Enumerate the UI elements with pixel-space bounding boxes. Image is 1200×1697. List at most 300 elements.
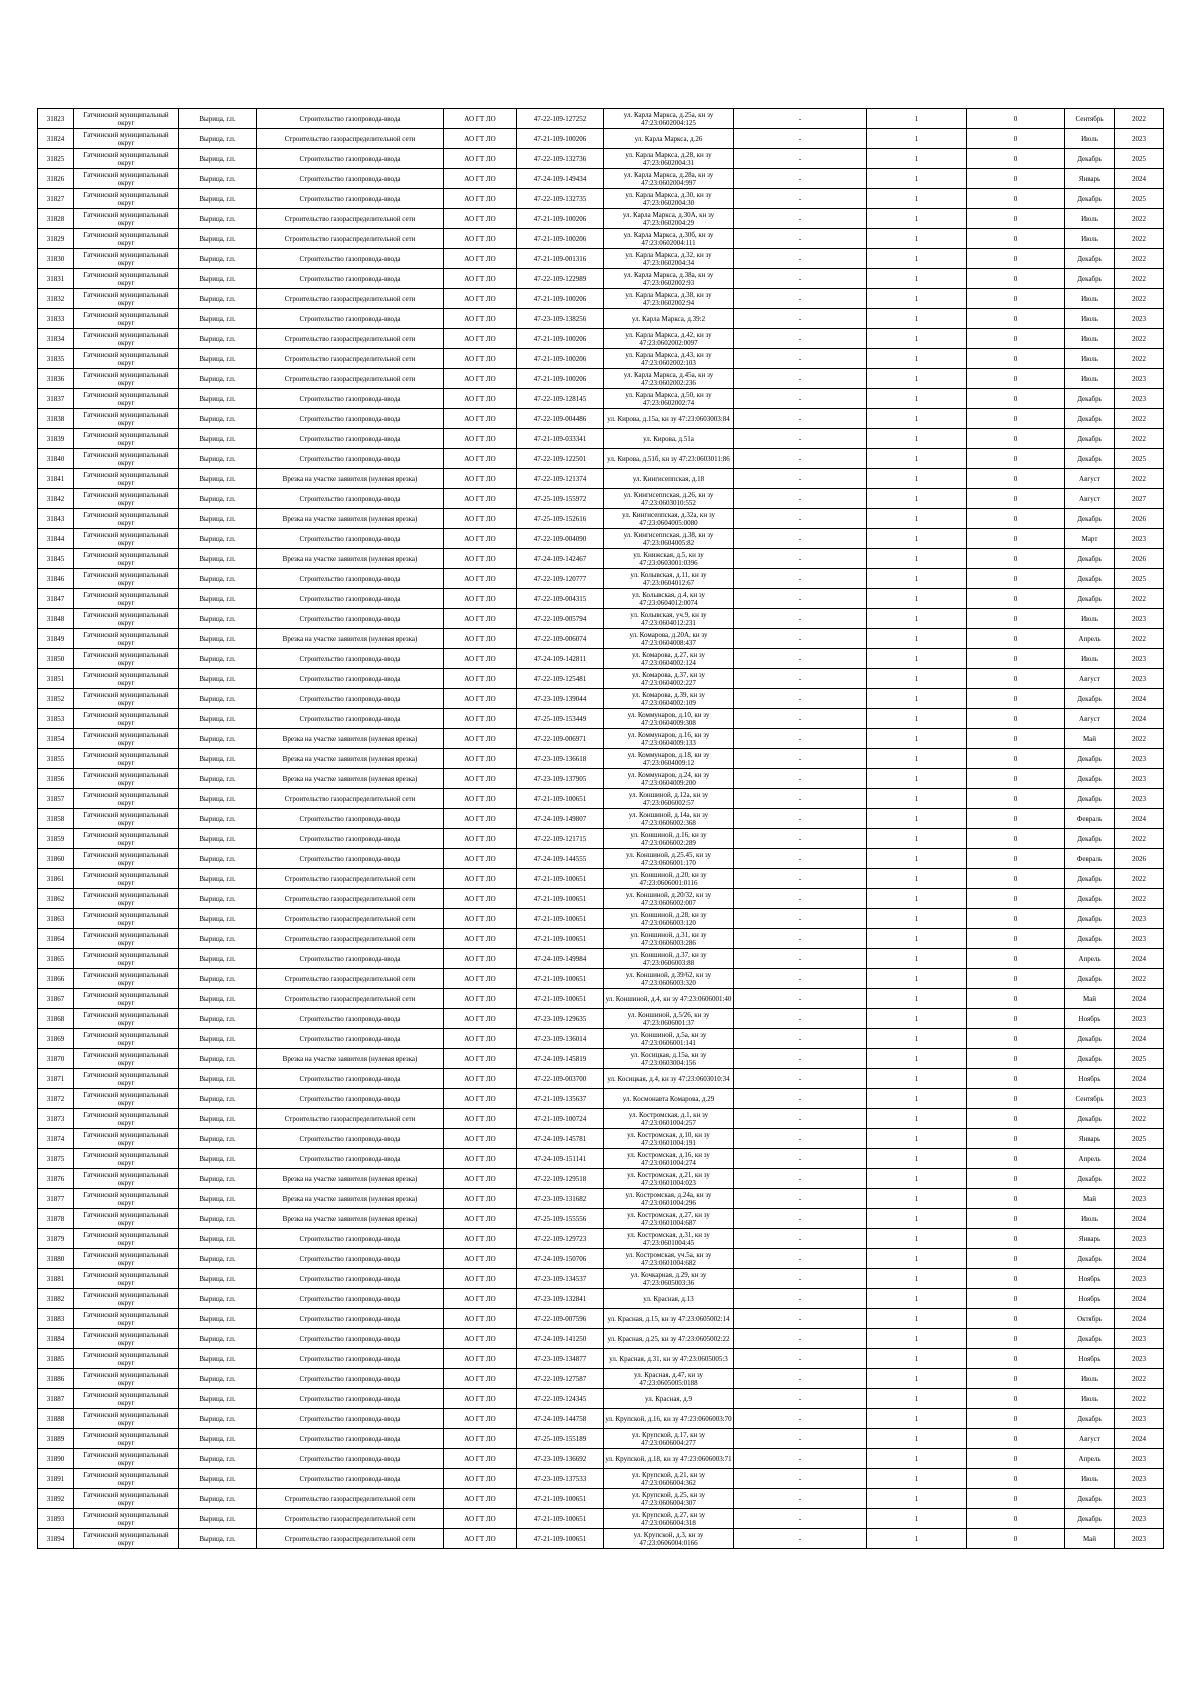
empty-value-cell: - [734,489,867,509]
empty-value-cell: - [734,1329,867,1349]
organization-cell: АО ГТ ЛО [444,1409,517,1429]
organization-cell: АО ГТ ЛО [444,729,517,749]
zero-value-cell: 0 [967,969,1065,989]
row-number-cell: 31868 [38,1009,74,1029]
object-count-cell: 1 [867,569,967,589]
empty-value-cell: - [734,109,867,129]
application-code-cell: 47-24-109-150706 [517,1249,604,1269]
empty-value-cell: - [734,509,867,529]
empty-value-cell: - [734,169,867,189]
object-count-cell: 1 [867,769,967,789]
organization-cell: АО ГТ ЛО [444,1189,517,1209]
work-type-cell: Строительство газопровода-ввода [257,269,444,289]
address-cell: ул. Коншиной, д.31, кн зу 47:23:0606003:286 [604,929,734,949]
organization-cell: АО ГТ ЛО [444,149,517,169]
completion-month-cell: Август [1065,1429,1115,1449]
organization-cell: АО ГТ ЛО [444,589,517,609]
address-cell: ул. Карла Маркса, д.30А, кн зу 47:23:0602004:29 [604,209,734,229]
completion-year-cell: 2024 [1115,1209,1164,1229]
completion-month-cell: Декабрь [1065,969,1115,989]
empty-value-cell: - [734,1189,867,1209]
table-row [38,229,1164,249]
completion-month-cell: Декабрь [1065,1049,1115,1069]
row-number-cell: 31846 [38,569,74,589]
municipal-district-cell: Гатчинский муниципальный округ [74,349,179,369]
table-row [38,509,1164,529]
object-count-cell: 1 [867,829,967,849]
settlement-cell: Вырица, г.п. [179,689,257,709]
table-row [38,1349,1164,1369]
empty-value-cell: - [734,1209,867,1229]
organization-cell: АО ГТ ЛО [444,1149,517,1169]
completion-year-cell: 2022 [1115,229,1164,249]
address-cell: ул. Карла Маркса, д.38а, кн зу 47:23:0602002:93 [604,269,734,289]
organization-cell: АО ГТ ЛО [444,229,517,249]
settlement-cell: Вырица, г.п. [179,1049,257,1069]
row-number-cell: 31849 [38,629,74,649]
completion-year-cell: 2024 [1115,169,1164,189]
row-number-cell: 31867 [38,989,74,1009]
completion-month-cell: Март [1065,529,1115,549]
row-number-cell: 31864 [38,929,74,949]
empty-value-cell: - [734,1089,867,1109]
zero-value-cell: 0 [967,1209,1065,1229]
completion-year-cell: 2024 [1115,949,1164,969]
completion-year-cell: 2023 [1115,1509,1164,1529]
organization-cell: АО ГТ ЛО [444,849,517,869]
application-code-cell: 47-24-109-151141 [517,1149,604,1169]
row-number-cell: 31888 [38,1409,74,1429]
row-number-cell: 31829 [38,229,74,249]
work-type-cell: Строительство газопровода-ввода [257,949,444,969]
object-count-cell: 1 [867,709,967,729]
work-type-cell: Строительство газопровода-ввода [257,669,444,689]
municipal-district-cell: Гатчинский муниципальный округ [74,1009,179,1029]
empty-value-cell: - [734,969,867,989]
row-number-cell: 31877 [38,1189,74,1209]
application-code-cell: 47-22-109-129518 [517,1169,604,1189]
row-number-cell: 31875 [38,1149,74,1169]
address-cell: ул. Красная, д.15, кн зу 47:23:0605002:14 [604,1309,734,1329]
completion-month-cell: Ноябрь [1065,1069,1115,1089]
zero-value-cell: 0 [967,889,1065,909]
organization-cell: АО ГТ ЛО [444,1489,517,1509]
work-type-cell: Врезка на участке заявителя (нулевая врезка) [257,729,444,749]
row-number-cell: 31825 [38,149,74,169]
empty-value-cell: - [734,889,867,909]
address-cell: ул. Комарова, д.39, кн зу 47:23:0604002:109 [604,689,734,709]
settlement-cell: Вырица, г.п. [179,1129,257,1149]
work-type-cell: Врезка на участке заявителя (нулевая врезка) [257,1189,444,1209]
row-number-cell: 31887 [38,1389,74,1409]
completion-month-cell: Декабрь [1065,589,1115,609]
address-cell: ул. Коншиной, д.20, кн зу 47:23:0606001:0116 [604,869,734,889]
completion-month-cell: Декабрь [1065,769,1115,789]
empty-value-cell: - [734,689,867,709]
table-row [38,889,1164,909]
row-number-cell: 31836 [38,369,74,389]
completion-year-cell: 2025 [1115,1129,1164,1149]
zero-value-cell: 0 [967,949,1065,969]
work-type-cell: Строительство газопровода-ввода [257,809,444,829]
completion-year-cell: 2023 [1115,1449,1164,1469]
organization-cell: АО ГТ ЛО [444,669,517,689]
table-row [38,829,1164,849]
address-cell: ул. Коншиной, д.4, кн зу 47:23:0606001:40 [604,989,734,1009]
work-type-cell: Строительство газопровода-ввода [257,309,444,329]
work-type-cell: Строительство газораспределительной сети [257,869,444,889]
municipal-district-cell: Гатчинский муниципальный округ [74,589,179,609]
zero-value-cell: 0 [967,449,1065,469]
organization-cell: АО ГТ ЛО [444,649,517,669]
application-code-cell: 47-22-109-005794 [517,609,604,629]
empty-value-cell: - [734,1029,867,1049]
table-row [38,289,1164,309]
organization-cell: АО ГТ ЛО [444,789,517,809]
settlement-cell: Вырица, г.п. [179,1089,257,1109]
completion-month-cell: Январь [1065,169,1115,189]
organization-cell: АО ГТ ЛО [444,929,517,949]
settlement-cell: Вырица, г.п. [179,1209,257,1229]
completion-month-cell: Декабрь [1065,189,1115,209]
work-type-cell: Строительство газопровода-ввода [257,449,444,469]
empty-value-cell: - [734,809,867,829]
zero-value-cell: 0 [967,269,1065,289]
completion-month-cell: Июль [1065,209,1115,229]
municipal-district-cell: Гатчинский муниципальный округ [74,129,179,149]
settlement-cell: Вырица, г.п. [179,1149,257,1169]
organization-cell: АО ГТ ЛО [444,609,517,629]
application-code-cell: 47-22-109-006074 [517,629,604,649]
municipal-district-cell: Гатчинский муниципальный округ [74,929,179,949]
completion-month-cell: Январь [1065,1229,1115,1249]
table-row [38,409,1164,429]
zero-value-cell: 0 [967,709,1065,729]
row-number-cell: 31883 [38,1309,74,1329]
empty-value-cell: - [734,909,867,929]
application-code-cell: 47-24-109-145781 [517,1129,604,1149]
zero-value-cell: 0 [967,729,1065,749]
application-code-cell: 47-21-109-100206 [517,289,604,309]
row-number-cell: 31855 [38,749,74,769]
completion-year-cell: 2024 [1115,809,1164,829]
completion-month-cell: Декабрь [1065,389,1115,409]
row-number-cell: 31845 [38,549,74,569]
application-code-cell: 47-21-109-100651 [517,1509,604,1529]
application-code-cell: 47-23-109-136692 [517,1449,604,1469]
address-cell: ул. Колывская, д.11, кн зу 47:23:0604012:67 [604,569,734,589]
organization-cell: АО ГТ ЛО [444,1069,517,1089]
object-count-cell: 1 [867,989,967,1009]
work-type-cell: Строительство газопровода-ввода [257,569,444,589]
row-number-cell: 31882 [38,1289,74,1309]
organization-cell: АО ГТ ЛО [444,1209,517,1229]
work-type-cell: Строительство газопровода-ввода [257,1249,444,1269]
application-code-cell: 47-21-109-100651 [517,909,604,929]
row-number-cell: 31859 [38,829,74,849]
table-row [38,589,1164,609]
completion-month-cell: Май [1065,729,1115,749]
address-cell: ул. Крупской, д.25, кн зу 47:23:0606004:307 [604,1489,734,1509]
empty-value-cell: - [734,1309,867,1329]
municipal-district-cell: Гатчинский муниципальный округ [74,549,179,569]
address-cell: ул. Карла Маркса, д.32, кн зу 47:23:0602004:34 [604,249,734,269]
empty-value-cell: - [734,469,867,489]
zero-value-cell: 0 [967,349,1065,369]
organization-cell: АО ГТ ЛО [444,429,517,449]
completion-year-cell: 2023 [1115,769,1164,789]
row-number-cell: 31844 [38,529,74,549]
completion-month-cell: Декабрь [1065,889,1115,909]
zero-value-cell: 0 [967,1029,1065,1049]
application-code-cell: 47-22-109-132735 [517,189,604,209]
completion-year-cell: 2023 [1115,789,1164,809]
table-row [38,1029,1164,1049]
address-cell: ул. Красная, д.47, кн зу 47:23:0605005:0188 [604,1369,734,1389]
work-type-cell: Строительство газораспределительной сети [257,289,444,309]
municipal-district-cell: Гатчинский муниципальный округ [74,269,179,289]
table-row [38,1529,1164,1549]
address-cell: ул. Коншиной, д.14а, кн зу 47:23:0606002:368 [604,809,734,829]
completion-month-cell: Июль [1065,1469,1115,1489]
object-count-cell: 1 [867,1309,967,1329]
empty-value-cell: - [734,989,867,1009]
completion-year-cell: 2024 [1115,1029,1164,1049]
application-code-cell: 47-24-109-141250 [517,1329,604,1349]
municipal-district-cell: Гатчинский муниципальный округ [74,449,179,469]
completion-month-cell: Июль [1065,1209,1115,1229]
address-cell: ул. Карла Маркса, д.45а, кн зу 47:23:0602002:236 [604,369,734,389]
completion-month-cell: Май [1065,1529,1115,1549]
application-code-cell: 47-23-109-139044 [517,689,604,709]
empty-value-cell: - [734,1349,867,1369]
completion-month-cell: Июль [1065,649,1115,669]
object-count-cell: 1 [867,429,967,449]
zero-value-cell: 0 [967,1109,1065,1129]
municipal-district-cell: Гатчинский муниципальный округ [74,1109,179,1129]
table-row [38,629,1164,649]
work-type-cell: Строительство газопровода-ввода [257,1129,444,1149]
row-number-cell: 31881 [38,1269,74,1289]
empty-value-cell: - [734,669,867,689]
address-cell: ул. Космонавта Комарова, д.29 [604,1089,734,1109]
table-row [38,1209,1164,1229]
settlement-cell: Вырица, г.п. [179,369,257,389]
completion-year-cell: 2023 [1115,1009,1164,1029]
row-number-cell: 31828 [38,209,74,229]
work-type-cell: Строительство газораспределительной сети [257,1109,444,1129]
application-code-cell: 47-22-109-124345 [517,1389,604,1409]
empty-value-cell: - [734,249,867,269]
zero-value-cell: 0 [967,1229,1065,1249]
completion-month-cell: Декабрь [1065,569,1115,589]
table-row [38,709,1164,729]
row-number-cell: 31865 [38,949,74,969]
organization-cell: АО ГТ ЛО [444,469,517,489]
address-cell: ул. Кингисеппская, д.32а, кн зу 47:23:0604005:0080 [604,509,734,529]
completion-month-cell: Июль [1065,369,1115,389]
municipal-district-cell: Гатчинский муниципальный округ [74,569,179,589]
work-type-cell: Строительство газопровода-ввода [257,169,444,189]
completion-year-cell: 2022 [1115,329,1164,349]
zero-value-cell: 0 [967,929,1065,949]
row-number-cell: 31842 [38,489,74,509]
application-code-cell: 47-22-109-125481 [517,669,604,689]
organization-cell: АО ГТ ЛО [444,1229,517,1249]
zero-value-cell: 0 [967,429,1065,449]
municipal-district-cell: Гатчинский муниципальный округ [74,229,179,249]
empty-value-cell: - [734,869,867,889]
application-code-cell: 47-23-109-136014 [517,1029,604,1049]
application-code-cell: 47-22-109-127587 [517,1369,604,1389]
work-type-cell: Строительство газопровода-ввода [257,1389,444,1409]
empty-value-cell: - [734,529,867,549]
zero-value-cell: 0 [967,1149,1065,1169]
empty-value-cell: - [734,1469,867,1489]
zero-value-cell: 0 [967,1349,1065,1369]
completion-month-cell: Декабрь [1065,149,1115,169]
address-cell: ул. Кирова, д.15а, кн зу 47:23:0603003:84 [604,409,734,429]
object-count-cell: 1 [867,1389,967,1409]
zero-value-cell: 0 [967,109,1065,129]
completion-year-cell: 2023 [1115,309,1164,329]
row-number-cell: 31871 [38,1069,74,1089]
settlement-cell: Вырица, г.п. [179,349,257,369]
empty-value-cell: - [734,1069,867,1089]
settlement-cell: Вырица, г.п. [179,1389,257,1409]
completion-month-cell: Декабрь [1065,1109,1115,1129]
gasification-register-table [37,108,1164,1549]
municipal-district-cell: Гатчинский муниципальный округ [74,849,179,869]
municipal-district-cell: Гатчинский муниципальный округ [74,629,179,649]
municipal-district-cell: Гатчинский муниципальный округ [74,1129,179,1149]
municipal-district-cell: Гатчинский муниципальный округ [74,529,179,549]
zero-value-cell: 0 [967,1529,1065,1549]
table-row [38,849,1164,869]
address-cell: ул. Колывская, д.4, кн зу 47:23:0604012:0074 [604,589,734,609]
organization-cell: АО ГТ ЛО [444,529,517,549]
address-cell: ул. Карла Маркса, д.39:2 [604,309,734,329]
organization-cell: АО ГТ ЛО [444,989,517,1009]
table-row [38,469,1164,489]
zero-value-cell: 0 [967,469,1065,489]
row-number-cell: 31884 [38,1329,74,1349]
object-count-cell: 1 [867,629,967,649]
zero-value-cell: 0 [967,649,1065,669]
work-type-cell: Строительство газораспределительной сети [257,909,444,929]
object-count-cell: 1 [867,1369,967,1389]
organization-cell: АО ГТ ЛО [444,1089,517,1109]
completion-year-cell: 2024 [1115,1069,1164,1089]
row-number-cell: 31863 [38,909,74,929]
empty-value-cell: - [734,1269,867,1289]
completion-year-cell: 2023 [1115,369,1164,389]
completion-year-cell: 2022 [1115,109,1164,129]
table-row [38,1409,1164,1429]
municipal-district-cell: Гатчинский муниципальный округ [74,1069,179,1089]
municipal-district-cell: Гатчинский муниципальный округ [74,949,179,969]
zero-value-cell: 0 [967,1509,1065,1529]
settlement-cell: Вырица, г.п. [179,829,257,849]
object-count-cell: 1 [867,1409,967,1429]
empty-value-cell: - [734,1049,867,1069]
completion-month-cell: Февраль [1065,849,1115,869]
municipal-district-cell: Гатчинский муниципальный округ [74,1049,179,1069]
address-cell: ул. Костромская, д.24а, кн зу 47:23:0601004:296 [604,1189,734,1209]
empty-value-cell: - [734,289,867,309]
completion-month-cell: Декабрь [1065,929,1115,949]
address-cell: ул. Красная, д.31, кн зу 47:23:0605005:3 [604,1349,734,1369]
address-cell: ул. Карла Маркса, д.30, кн зу 47:23:0602004:30 [604,189,734,209]
table-row [38,569,1164,589]
work-type-cell: Строительство газораспределительной сети [257,789,444,809]
table-row [38,1289,1164,1309]
row-number-cell: 31870 [38,1049,74,1069]
zero-value-cell: 0 [967,229,1065,249]
completion-month-cell: Июль [1065,1369,1115,1389]
object-count-cell: 1 [867,809,967,829]
zero-value-cell: 0 [967,809,1065,829]
row-number-cell: 31892 [38,1489,74,1509]
object-count-cell: 1 [867,1029,967,1049]
work-type-cell: Строительство газопровода-ввода [257,609,444,629]
address-cell: ул. Кингисеппская, д.18 [604,469,734,489]
municipal-district-cell: Гатчинский муниципальный округ [74,1369,179,1389]
row-number-cell: 31866 [38,969,74,989]
table-row [38,1149,1164,1169]
table-row [38,1089,1164,1109]
completion-year-cell: 2023 [1115,1189,1164,1209]
work-type-cell: Строительство газораспределительной сети [257,369,444,389]
object-count-cell: 1 [867,849,967,869]
completion-year-cell: 2023 [1115,1269,1164,1289]
empty-value-cell: - [734,649,867,669]
row-number-cell: 31826 [38,169,74,189]
object-count-cell: 1 [867,549,967,569]
row-number-cell: 31840 [38,449,74,469]
completion-month-cell: Декабрь [1065,869,1115,889]
zero-value-cell: 0 [967,609,1065,629]
application-code-cell: 47-22-109-004486 [517,409,604,429]
object-count-cell: 1 [867,129,967,149]
empty-value-cell: - [734,129,867,149]
empty-value-cell: - [734,229,867,249]
completion-month-cell: Октябрь [1065,1309,1115,1329]
row-number-cell: 31878 [38,1209,74,1229]
table-row [38,769,1164,789]
completion-year-cell: 2025 [1115,449,1164,469]
application-code-cell: 47-21-109-100651 [517,1489,604,1509]
work-type-cell: Строительство газопровода-ввода [257,1069,444,1089]
completion-month-cell: Декабрь [1065,789,1115,809]
application-code-cell: 47-24-109-149434 [517,169,604,189]
organization-cell: АО ГТ ЛО [444,389,517,409]
settlement-cell: Вырица, г.п. [179,1229,257,1249]
address-cell: ул. Кирова, д.51а [604,429,734,449]
completion-month-cell: Май [1065,989,1115,1009]
completion-month-cell: Июль [1065,329,1115,349]
completion-month-cell: Сентябрь [1065,109,1115,129]
empty-value-cell: - [734,429,867,449]
completion-year-cell: 2025 [1115,1049,1164,1069]
address-cell: ул. Красная, д.9 [604,1389,734,1409]
row-number-cell: 31839 [38,429,74,449]
organization-cell: АО ГТ ЛО [444,889,517,909]
empty-value-cell: - [734,389,867,409]
organization-cell: АО ГТ ЛО [444,709,517,729]
application-code-cell: 47-23-109-137905 [517,769,604,789]
settlement-cell: Вырица, г.п. [179,1349,257,1369]
